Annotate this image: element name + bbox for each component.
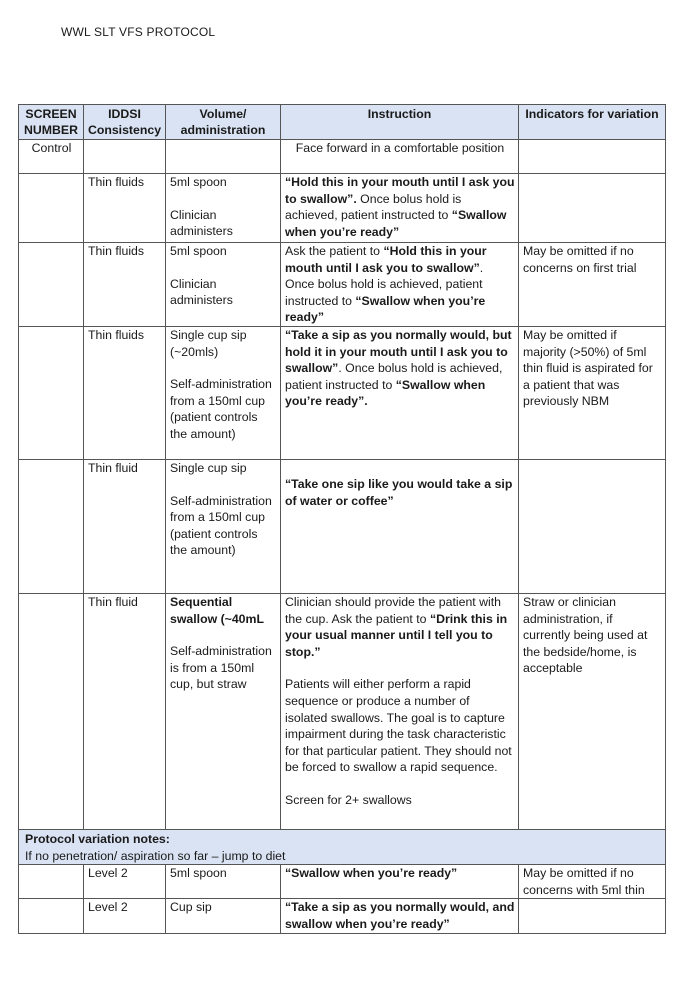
- volume-primary: Single cup sip: [170, 461, 247, 475]
- notes-text: If no penetration/ aspiration so far – jump to diet: [25, 848, 286, 863]
- indicator-cell: May be omitted if no concerns with 5ml thin: [519, 865, 666, 899]
- header-indicators: Indicators for variation: [519, 105, 666, 140]
- screen-cell: [19, 899, 84, 934]
- indicator-cell: [519, 140, 666, 174]
- volume-primary: Sequential swallow (~40mL: [170, 595, 264, 626]
- instruction-text: Clinician should provide the patient with the cup. Ask the patient to: [285, 595, 502, 626]
- volume-secondary: Clinician administers: [170, 276, 233, 308]
- header-volume: Volume/ administration: [166, 105, 281, 140]
- consistency-cell: [84, 140, 166, 174]
- volume-primary: Single cup sip (~20mls): [170, 328, 247, 359]
- consistency-cell: Thin fluid: [84, 460, 166, 594]
- volume-cell: [166, 174, 281, 243]
- indicator-cell: [519, 899, 666, 934]
- consistency-cell: Thin fluids: [84, 243, 166, 327]
- instruction-cell: [281, 899, 519, 934]
- table-row: [19, 899, 666, 934]
- indicator-cell: [519, 174, 666, 243]
- instruction-quote: “Hold this in your mouth until I ask you to swallow”.: [285, 175, 515, 206]
- consistency-cell: Thin fluids: [84, 174, 166, 243]
- instruction-paragraph: Screen for 2+ swallows: [285, 792, 412, 807]
- indicator-cell: Straw or clinician administration, if currently being used at the bedside/home, is acceptable: [519, 594, 666, 830]
- table-row: [19, 460, 666, 594]
- volume-primary: 5ml spoon: [170, 244, 227, 258]
- instruction-text: . Once bolus hold is achieved, patient instructed to: [285, 361, 503, 392]
- consistency-cell: Level 2: [84, 865, 166, 899]
- protocol-table: [18, 104, 666, 934]
- volume-cell: Cup sip: [166, 899, 281, 934]
- screen-cell: [19, 865, 84, 899]
- instruction-cell: [281, 174, 519, 243]
- volume-secondary: Self-administration from a 150ml cup (patient controls the amount): [170, 377, 272, 441]
- instruction-quote: “Swallow when you’re ready”: [285, 293, 486, 325]
- instruction-text: Once bolus hold is achieved, patient instructed to: [285, 191, 462, 223]
- screen-cell: [19, 327, 84, 460]
- document-title: WWL SLT VFS PROTOCOL: [61, 25, 216, 39]
- volume-cell: 5ml spoon: [166, 865, 281, 899]
- instruction-quote: “Take a sip as you normally would, and swallow when you’re ready”: [285, 900, 515, 931]
- instruction-quote: “Take a sip as you normally would, but hold it in your mouth until I ask you to swallow”: [285, 328, 512, 376]
- header-screen-number: SCREEN NUMBER: [19, 105, 84, 140]
- indicator-cell: May be omitted if no concerns on first trial: [519, 243, 666, 327]
- instruction-cell: [281, 327, 519, 460]
- consistency-cell: Thin fluids: [84, 327, 166, 460]
- instruction-quote: “Swallow when you’re ready”: [285, 866, 458, 881]
- volume-cell: [166, 460, 281, 594]
- header-instruction: Instruction: [281, 105, 519, 140]
- table-row: [19, 594, 666, 830]
- notes-row: [19, 830, 666, 865]
- table-row: [19, 327, 666, 460]
- header-iddsi: IDDSI Consistency: [84, 105, 166, 140]
- instruction-cell: [281, 243, 519, 327]
- instruction-paragraph: Patients will either perform a rapid sequence or produce a number of isolated swallows. The goal is to capture impairment during the task characteristic for that particular patient. They should not be forced to swallow a rapid sequence.: [285, 677, 512, 775]
- indicator-cell: May be omitted if majority (>50%) of 5ml thin fluid is aspirated for a patient that was previously NBM: [519, 327, 666, 460]
- volume-cell: [166, 140, 281, 174]
- instruction-quote: “Drink this in your usual manner until I tell you to stop.”: [285, 611, 508, 659]
- screen-cell: [19, 174, 84, 243]
- instruction-quote: “Swallow when you’re ready”: [285, 208, 507, 239]
- volume-secondary: Self-administration from a 150ml cup (patient controls the amount): [170, 493, 272, 558]
- volume-primary: 5ml spoon: [170, 175, 227, 189]
- screen-cell: [19, 460, 84, 594]
- instruction-cell: Face forward in a comfortable position: [281, 140, 519, 174]
- instruction-quote: “Hold this in your mouth until I ask you to swallow”: [285, 244, 487, 275]
- screen-cell: [19, 243, 84, 327]
- instruction-cell: [281, 594, 519, 830]
- table-row: [19, 865, 666, 899]
- screen-cell: [19, 594, 84, 830]
- volume-cell: [166, 594, 281, 830]
- volume-cell: [166, 243, 281, 327]
- header-row: [19, 105, 666, 140]
- consistency-cell: Level 2: [84, 899, 166, 934]
- table-row: [19, 140, 666, 174]
- table-row: [19, 174, 666, 243]
- instruction-text: . Once bolus hold is achieved, patient instructed to: [285, 260, 484, 308]
- volume-secondary: Self-administration is from a 150ml cup, but straw: [170, 644, 272, 692]
- instruction-cell: [281, 865, 519, 899]
- consistency-cell: Thin fluid: [84, 594, 166, 830]
- indicator-cell: [519, 460, 666, 594]
- instruction-text: Ask the patient to: [285, 244, 384, 258]
- volume-cell: [166, 327, 281, 460]
- instruction-quote: “Swallow when you’re ready”.: [285, 377, 486, 409]
- table-row: [19, 243, 666, 327]
- screen-cell: Control: [19, 140, 84, 174]
- instruction-cell: [281, 460, 519, 594]
- notes-title: Protocol variation notes:: [25, 832, 170, 846]
- volume-secondary: Clinician administers: [170, 207, 233, 239]
- instruction-quote: “Take one sip like you would take a sip of water or coffee”: [285, 477, 513, 508]
